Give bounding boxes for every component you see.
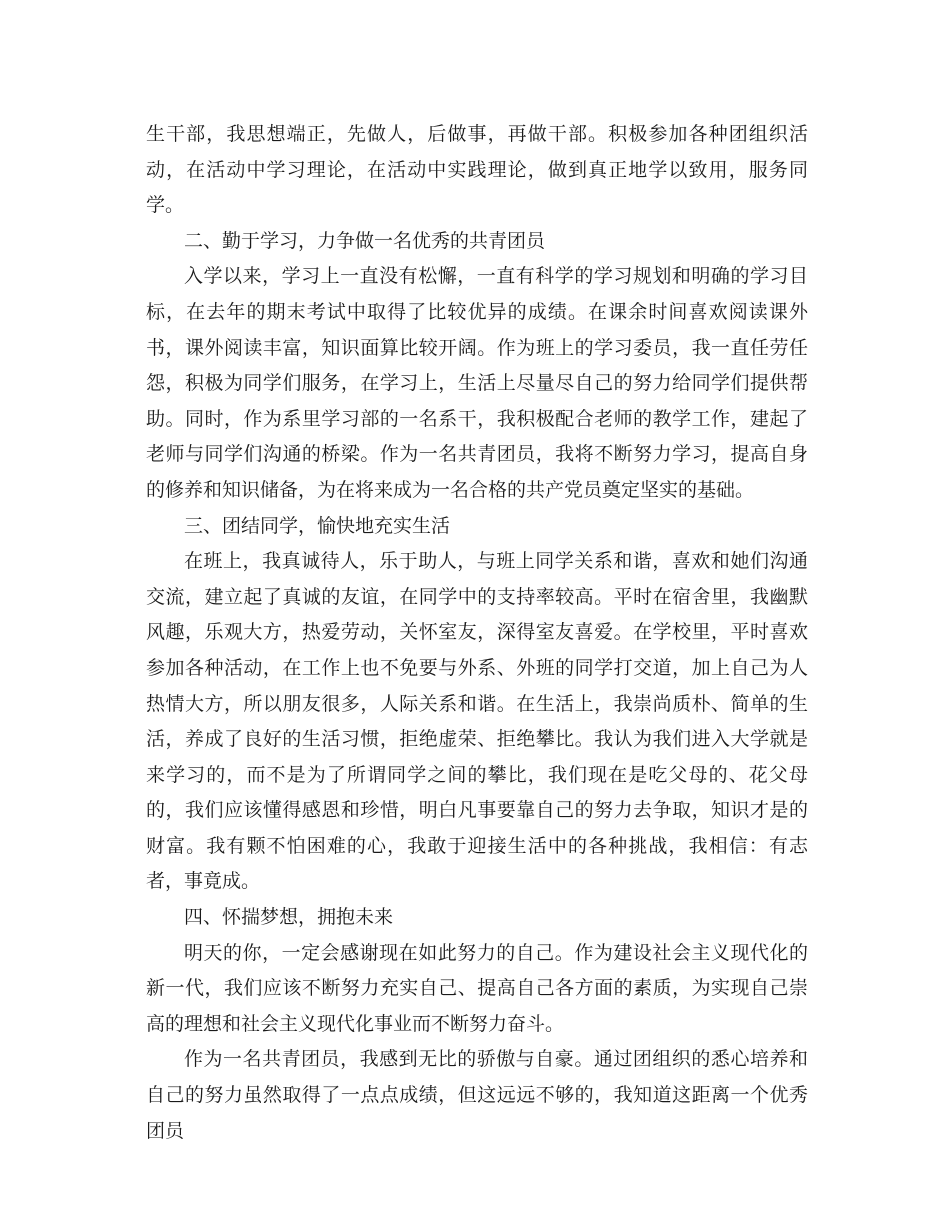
section-heading-study: 二、勤于学习，力争做一名优秀的共青团员 bbox=[184, 229, 546, 252]
paragraph-continuation: 生干部，我思想端正，先做人，后做事，再做干部。积极参加各种团组织活动，在活动中学习理论，在活动中实践理论，做到真正地学以致用，服务同学。 bbox=[146, 123, 808, 217]
paragraph-unity: 在班上，我真诚待人，乐于助人，与班上同学关系和谐，喜欢和她们沟通交流，建立起了真诚的友谊，在同学中的支持率较高。平时在宿舍里，我幽默风趣，乐观大方，热爱劳动，关怀室友，深得室友喜爱。在学校里，平时喜欢参加各种活动，在工作上也不免要与外系、外班的同学打交道，加上自己为人热情大方，所以朋友很多，人际关系和谐。在生活上，我崇尚质朴、简单的生活，养成了良好的生活习惯，拒绝虚荣、拒绝攀比。我认为我们进入大学就是来学习的，而不是为了所谓同学之间的攀比，我们现在是吃父母的、花父母的，我们应该懂得感恩和珍惜，明白凡事要靠自己的努力去争取，知识才是的财富。我有颗不怕困难的心，我敢于迎接生活中的各种挑战，我相信：有志者，事竟成。 bbox=[146, 550, 808, 893]
section-heading-unity: 三、团结同学，愉快地充实生活 bbox=[184, 514, 451, 537]
paragraph-dream: 明天的你，一定会感谢现在如此努力的自己。作为建设社会主义现代化的新一代，我们应该不断努力充实自己、提高自己各方面的素质，为实现自己崇高的理想和社会主义现代化事业而不断努力奋斗。 bbox=[146, 941, 808, 1035]
paragraph-study: 入学以来，学习上一直没有松懈，一直有科学的学习规划和明确的学习目标，在去年的期末考试中取得了比较优异的成绩。在课余时间喜欢阅读课外书，课外阅读丰富，知识面算比较开阔。作为班上的学习委员，我一直任劳任怨，积极为同学们服务，在学习上，生活上尽量尽自己的努力给同学们提供帮助。同时，作为系里学习部的一名系干，我积极配合老师的教学工作，建起了老师与同学们沟通的桥梁。作为一名共青团员，我将不断努力学习，提高自身的修养和知识储备，为在将来成为一名合格的共产党员奠定坚实的基础。 bbox=[146, 265, 808, 501]
document-body bbox=[146, 117, 808, 1149]
section-heading-dream: 四、怀揣梦想，拥抱未来 bbox=[184, 906, 394, 929]
paragraph-pride: 作为一名共青团员，我感到无比的骄傲与自豪。通过团组织的悉心培养和自己的努力虽然取得了一点点成绩，但这远远不够的，我知道这距离一个优秀团员 bbox=[146, 1048, 808, 1142]
